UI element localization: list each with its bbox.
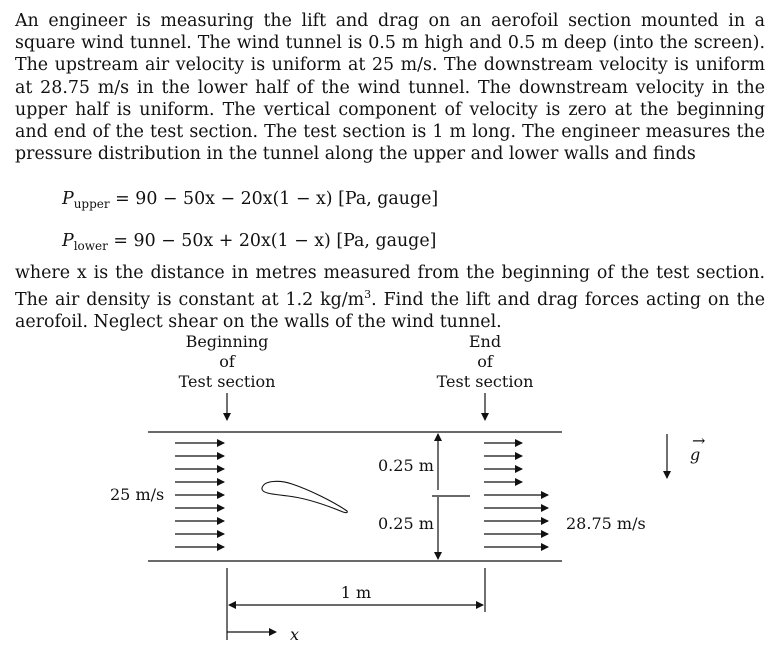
lower-p-symbol: P	[62, 231, 74, 251]
upstream-velocity-label: 25 m/s	[110, 485, 165, 504]
begin-label-line1: Beginning	[185, 332, 269, 351]
gravity-label: g	[690, 445, 701, 464]
downstream-lower-arrows	[484, 495, 548, 547]
lower-rhs: = 90 − 50x + 20x(1 − x) [Pa, gauge]	[107, 231, 437, 251]
length-label: 1 m	[340, 583, 372, 602]
lower-p-subscript: lower	[73, 239, 108, 253]
problem-intro: An engineer is measuring the lift and drag on an aerofoil section mounted in a square wind tunnel. The wind tunnel is 0.5 m high and 0.5 m deep (into the screen). The upstream air velocity is uniform at 25 m/s. The downstream velocity is uniform at 28.75 m/s in the lower half of the wind tunnel. The downstream velocity in the upper half is uniform. The vertical component of velocity is zero at the beginning and end of the test section. The test section is 1 m long. The engineer measures the pressure distribution in the tunnel along the upper and lower walls and finds	[15, 11, 765, 165]
upper-height-label: 0.25 m	[378, 456, 434, 475]
upstream-velocity-arrows	[175, 443, 224, 547]
downstream-velocity-label: 28.75 m/s	[566, 514, 646, 533]
end-label-line2: of	[477, 352, 493, 371]
lower-height-label: 0.25 m	[378, 514, 434, 533]
end-label-line3: Test section	[436, 372, 534, 391]
question-text: where x is the distance in metres measured from the beginning of the test section. The air density is constant at 1.2 kg/m	[15, 263, 765, 311]
density-exponent: 3	[364, 288, 372, 302]
upper-rhs: = 90 − 50x − 20x(1 − x) [Pa, gauge]	[109, 189, 439, 209]
upper-p-symbol: P	[62, 189, 74, 209]
gravity-vector-mark: →	[692, 431, 706, 450]
question-tail: . Find the lift and drag forces acting on the aerofoil. Neglect shear on the walls of the wind tunnel.	[15, 290, 765, 333]
end-label-line1: End	[468, 332, 502, 351]
downstream-upper-arrows	[484, 443, 522, 482]
x-axis-label: x	[290, 625, 300, 644]
begin-label-line2: of	[219, 352, 235, 371]
aerofoil	[262, 481, 347, 512]
begin-label-line3: Test section	[178, 372, 276, 391]
upper-p-subscript: upper	[73, 197, 110, 211]
